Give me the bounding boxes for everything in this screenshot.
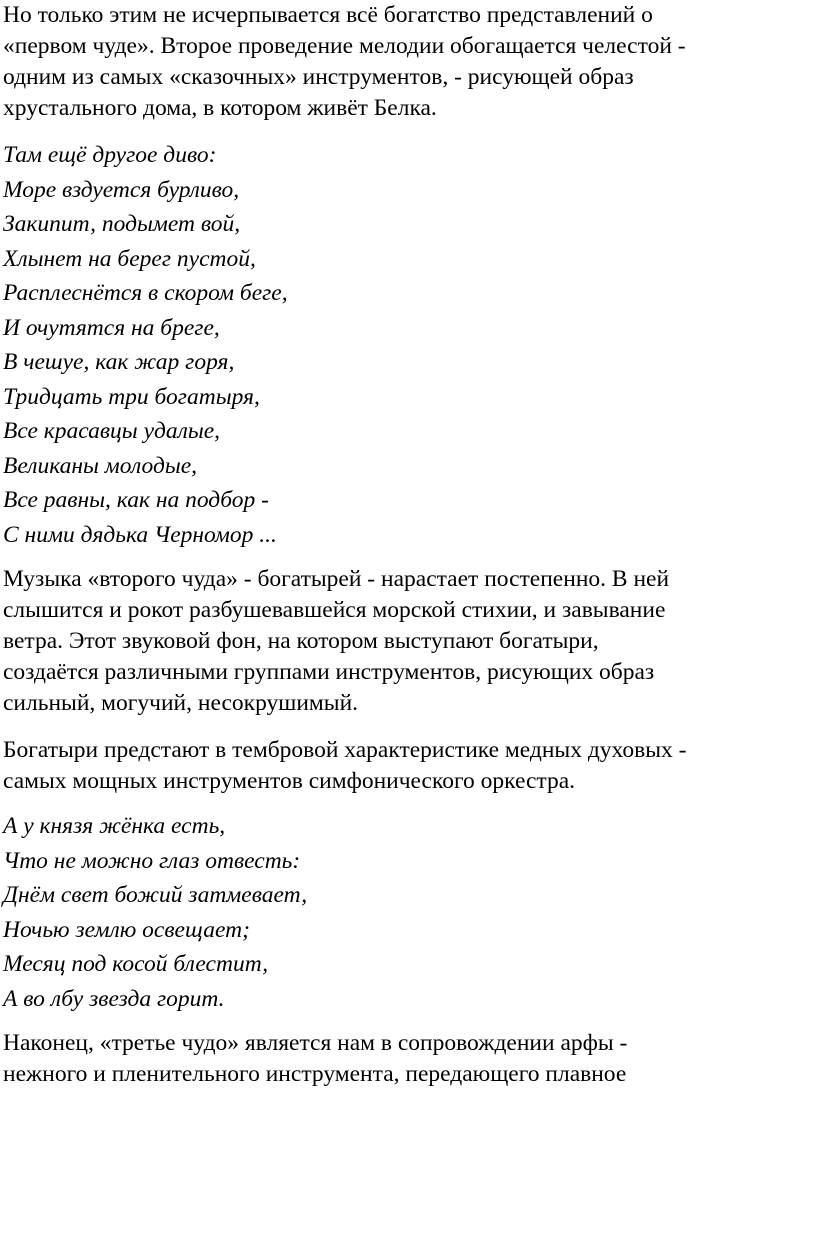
verse-line: Днём свет божий затмевает, — [3, 882, 308, 908]
text-line: Наконец, «третье чудо» является нам в сопровождении арфы - — [3, 1030, 628, 1056]
verse-line: Расплеснётся в скором беге, — [3, 280, 288, 306]
verse-line: Что не можно глаз отвесть: — [3, 847, 301, 874]
verse-line: А у князя жёнка есть, — [3, 813, 226, 839]
text-line: Но только этим не исчерпывается всё богатство представлений о — [3, 2, 653, 28]
text-line: одним из самых «сказочных» инструментов, - рисующей образ — [3, 64, 634, 90]
verse-line: Великаны молодые, — [3, 452, 198, 479]
text-line: сильный, могучий, несокрушимый. — [3, 690, 359, 716]
verse-line: Там ещё другое диво: — [3, 142, 217, 168]
text-line: хрустального дома, в котором живёт Белка. — [3, 95, 437, 121]
verse-line: А во лбу звезда горит. — [3, 985, 225, 1012]
verse-line: Море вздуется бурливо, — [3, 176, 240, 203]
verse-line: Закипит, подымет вой, — [3, 211, 241, 237]
paragraph-first-miracle — [3, 0, 809, 124]
paragraph-brass — [3, 735, 809, 797]
verse-line: Тридцать три богатыря, — [3, 383, 260, 410]
verse-tsarevna — [3, 809, 809, 1016]
text-line: самых мощных инструментов симфонического оркестра. — [3, 768, 576, 794]
text-line: нежного и пленительного инструмента, передающего плавное — [3, 1061, 627, 1087]
verse-line: Ночью землю освещает; — [3, 916, 250, 943]
text-line: Музыка «второго чуда» - богатырей - нарастает постепенно. В ней — [3, 566, 670, 592]
verse-line: Все красавцы удалые, — [3, 418, 221, 444]
paragraph-third-miracle — [3, 1028, 809, 1090]
text-line: «первом чуде». Второе проведение мелодии обогащается челестой - — [3, 33, 686, 59]
verse-line: В чешуе, как жар горя, — [3, 349, 235, 375]
document-page — [3, 0, 809, 1090]
text-line: Богатыри предстают в тембровой характеристике медных духовых - — [3, 737, 687, 763]
verse-line: Хлынет на берег пустой, — [3, 245, 256, 272]
text-line: создаётся различными группами инструментов, рисующих образ — [3, 659, 655, 685]
verse-line: Месяц под косой блестит, — [3, 951, 269, 977]
text-line: слышится и рокот разбушевавшейся морской стихии, и завывание — [3, 597, 666, 623]
verse-bogatyri — [3, 138, 809, 552]
verse-line: Все равны, как на подбор - — [3, 487, 269, 513]
text-line: ветра. Этот звуковой фон, на котором выступают богатыри, — [3, 628, 599, 654]
paragraph-second-miracle — [3, 564, 809, 719]
verse-line: С ними дядька Черномор ... — [3, 521, 277, 548]
verse-line: И очутятся на бреге, — [3, 314, 220, 341]
